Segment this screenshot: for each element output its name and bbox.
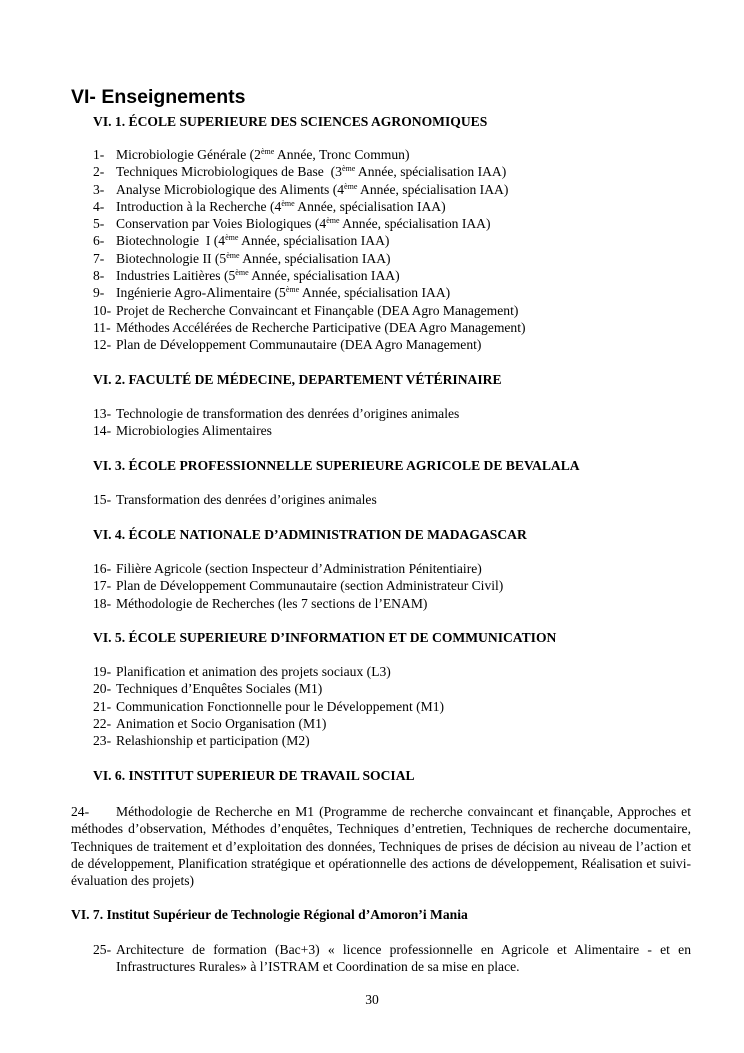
section-heading-2: VI. 2. FACULTÉ DE MÉDECINE, DEPARTEMENT VÉTÉRINAIRE — [93, 372, 502, 387]
list-item — [93, 698, 444, 715]
item-number: 20- — [93, 681, 112, 697]
item-text: Techniques Microbiologiques de Base (3ème Année, spécialisation IAA) — [116, 164, 507, 180]
item-24-paragraph — [71, 803, 691, 889]
item-number: 8- — [93, 268, 105, 284]
item-number: 7- — [93, 250, 105, 266]
list-item — [93, 577, 503, 594]
item-number: 24- — [71, 804, 90, 819]
section-1-list — [93, 146, 526, 354]
item-number: 23- — [93, 733, 112, 749]
item-text: Ingénierie Agro-Alimentaire (5ème Année, spécialisation IAA) — [116, 285, 451, 301]
section-3-list — [93, 491, 377, 508]
list-item — [93, 232, 526, 249]
item-text: Biotechnologie II (5ème Année, spécialisation IAA) — [116, 250, 391, 266]
section-heading-6: VI. 6. INSTITUT SUPERIEUR DE TRAVAIL SOCIAL — [93, 768, 415, 783]
list-item — [93, 595, 503, 612]
item-number: 3- — [93, 181, 105, 197]
item-text: Technologie de transformation des denrées d’origines animales — [116, 406, 460, 421]
item-text: Plan de Développement Communautaire (DEA Agro Management) — [116, 337, 482, 353]
item-number: 19- — [93, 664, 112, 679]
item-number: 21- — [93, 698, 112, 714]
list-item — [93, 198, 526, 215]
item-number: 18- — [93, 595, 112, 611]
item-number: 13- — [93, 406, 112, 421]
item-text: Animation et Socio Organisation (M1) — [116, 715, 327, 731]
item-number: 9- — [93, 285, 105, 301]
item-number: 4- — [93, 198, 105, 214]
item-text: Relashionship et participation (M2) — [116, 733, 310, 749]
section-5-list — [93, 663, 444, 749]
item-text: Transformation des denrées d’origines animales — [116, 492, 377, 507]
list-item — [93, 163, 526, 180]
section-heading-1: VI. 1. ÉCOLE SUPERIEURE DES SCIENCES AGRONOMIQUES — [93, 114, 488, 129]
item-text: Méthodes Accélérées de Recherche Participative (DEA Agro Management) — [116, 319, 526, 335]
item-text: Filière Agricole (section Inspecteur d’Administration Pénitentiaire) — [116, 561, 482, 576]
section-heading-4: VI. 4. ÉCOLE NATIONALE D’ADMINISTRATION DE MADAGASCAR — [93, 527, 527, 542]
list-item — [93, 491, 377, 508]
item-number: 10- — [93, 302, 112, 318]
item-number: 6- — [93, 233, 105, 249]
item-text: Biotechnologie I (4ème Année, spécialisation IAA) — [116, 233, 390, 249]
item-number: 2- — [93, 164, 105, 180]
section-4-list — [93, 560, 503, 612]
section-heading-3: VI. 3. ÉCOLE PROFESSIONNELLE SUPERIEURE AGRICOLE DE BEVALALA — [93, 458, 580, 473]
list-item — [93, 715, 444, 732]
item-text: Communication Fonctionnelle pour le Développement (M1) — [116, 698, 445, 714]
item-text: Conservation par Voies Biologiques (4ème Année, spécialisation IAA) — [116, 216, 491, 232]
item-number: 14- — [93, 423, 112, 439]
item-text: Plan de Développement Communautaire (section Administrateur Civil) — [116, 578, 504, 594]
list-item — [93, 336, 526, 353]
page-number: 30 — [365, 992, 379, 1007]
item-text: Analyse Microbiologique des Aliments (4ème Année, spécialisation IAA) — [116, 181, 509, 197]
list-item — [93, 267, 526, 284]
item-text: Microbiologies Alimentaires — [116, 423, 272, 439]
section-heading-7: VI. 7. Institut Supérieur de Technologie Régional d’Amoron’i Mania — [71, 907, 468, 922]
section-2-list — [93, 405, 459, 440]
list-item — [93, 284, 526, 301]
list-item — [93, 215, 526, 232]
item-number: 25- — [93, 942, 112, 957]
item-text: Méthodologie de Recherches (les 7 sections de l’ENAM) — [116, 595, 428, 611]
item-number: 15- — [93, 492, 112, 507]
item-number: 16- — [93, 561, 112, 576]
list-item — [93, 732, 444, 749]
item-text: Planification et animation des projets sociaux (L3) — [116, 664, 391, 679]
item-text: Industries Laitières (5ème Année, spécialisation IAA) — [116, 268, 400, 284]
item-text: Introduction à la Recherche (4ème Année, spécialisation IAA) — [116, 198, 446, 214]
item-text: Architecture de formation (Bac+3) « licence professionnelle en Agricole et Alimentaire - et en Infrastructures Rurales» à l’ISTRAM et Coordination de sa mise en place. — [116, 942, 691, 975]
list-item — [93, 680, 444, 697]
item-number: 22- — [93, 715, 112, 731]
list-item — [93, 560, 503, 577]
list-item — [93, 302, 526, 319]
list-item — [93, 146, 526, 163]
item-text: Techniques d’Enquêtes Sociales (M1) — [116, 681, 323, 697]
item-text: Méthodologie de Recherche en M1 (Programme de recherche convaincant et finançable, Approches et méthodes d’observation, Méthodes d’enquêtes, Techniques d’entretien, Techniques de recherche documentaire, Techniques de traitement et d’exploitation des données, Techniques de prises de décision au niveau de l’action et de développement, Planification stratégique et opérationnelle des actions de développement, Réalisation et suivi-évaluation des projets) — [71, 804, 691, 889]
item-text: Microbiologie Générale (2ème Année, Tronc Commun) — [116, 147, 410, 162]
list-item — [93, 181, 526, 198]
list-item — [93, 663, 444, 680]
section-heading-5: VI. 5. ÉCOLE SUPERIEURE D’INFORMATION ET DE COMMUNICATION — [93, 630, 557, 645]
list-item — [93, 319, 526, 336]
item-text: Projet de Recherche Convaincant et Finançable (DEA Agro Management) — [116, 302, 519, 318]
item-number: 12- — [93, 337, 112, 353]
item-number: 5- — [93, 216, 105, 232]
page-title: VI- Enseignements — [71, 86, 246, 108]
list-item — [93, 941, 691, 976]
item-number: 17- — [93, 578, 112, 594]
list-item — [93, 405, 459, 422]
list-item — [93, 422, 459, 439]
item-number: 11- — [93, 319, 111, 335]
item-number: 1- — [93, 147, 105, 162]
list-item — [93, 250, 526, 267]
